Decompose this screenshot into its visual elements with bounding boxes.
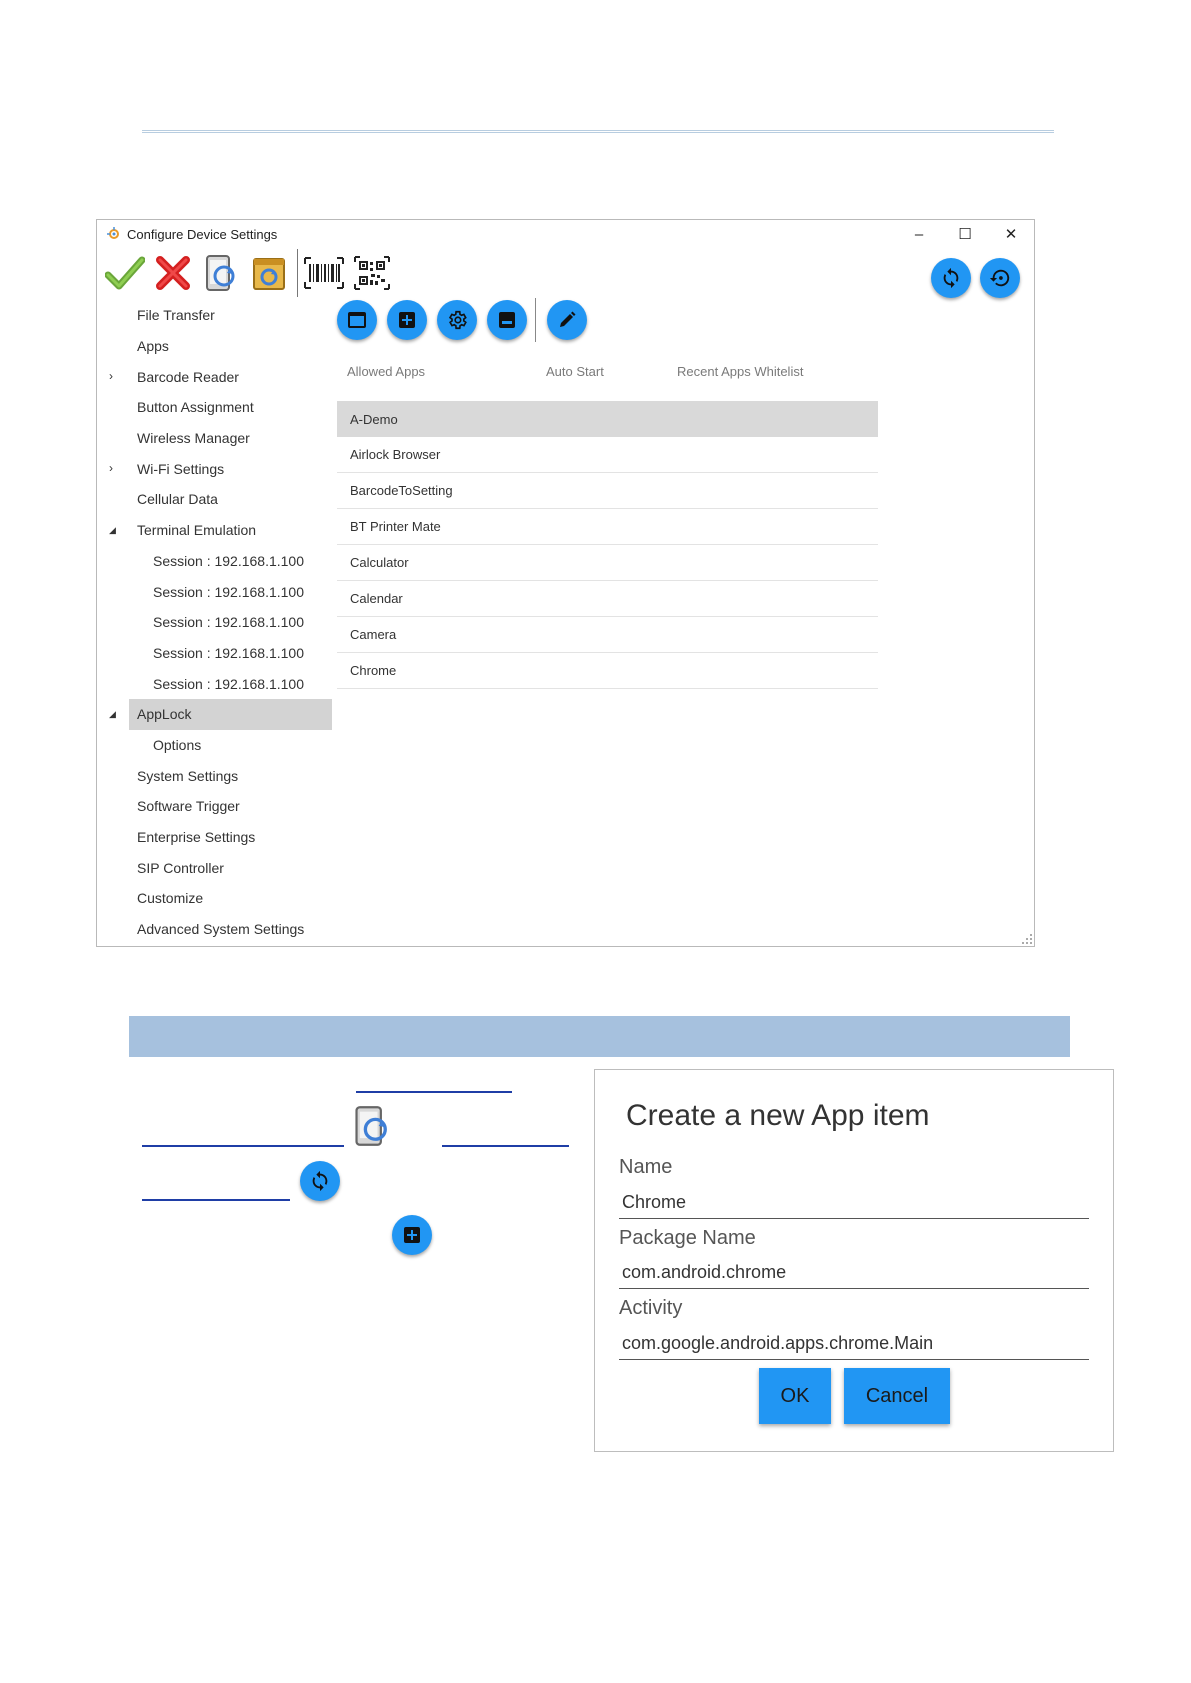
tree-item-label: Terminal Emulation [137,522,257,539]
tree-item-session[interactable] [97,638,333,669]
tree-item-label: System Settings [137,767,239,784]
barcode-icon[interactable] [304,253,344,293]
tree-item-sip-controller[interactable] [97,852,333,883]
action-separator [535,298,536,342]
activity-field[interactable]: com.google.android.apps.chrome.Main [619,1328,1089,1360]
window-minimized-icon [497,310,517,330]
tree-item-software-trigger[interactable] [97,791,333,822]
list-item[interactable]: A-Demo [337,401,878,437]
maximize-button[interactable]: ☐ [958,226,972,243]
collapse-arrow-icon[interactable]: ◢ [109,708,116,719]
box-sync-icon[interactable] [249,253,289,293]
gear-icon [446,309,468,331]
tree-item-terminal-emulation[interactable] [97,515,333,546]
tree-item-apps[interactable] [97,331,333,362]
header-rule [142,130,1054,133]
window-icon [347,310,367,330]
tree-item-session[interactable] [97,607,333,638]
tab-allowed-apps[interactable]: Allowed Apps [347,364,426,379]
settings-button[interactable] [437,300,477,340]
tree-item-label: Barcode Reader [137,368,239,385]
ok-button[interactable]: OK [759,1368,831,1424]
tree-item-label: Cellular Data [137,491,218,508]
list-item[interactable]: Camera [337,617,878,653]
toolbar-separator [297,249,298,297]
name-label: Name [619,1156,673,1178]
device-sync-icon[interactable] [201,253,241,293]
list-item[interactable]: Chrome [337,653,878,689]
underline-link [142,1145,344,1147]
restore-button[interactable] [980,258,1020,298]
section-banner [129,1016,1070,1057]
window-button[interactable] [337,300,377,340]
expand-arrow-icon[interactable]: › [109,369,113,384]
list-item[interactable]: Airlock Browser [337,437,878,473]
tree-item-file-transfer[interactable] [97,300,333,331]
list-item[interactable]: BarcodeToSetting [337,473,878,509]
tree-item-label: Session : 192.168.1.100 [153,552,305,569]
applock-tabs [347,364,847,384]
tree-item-options[interactable] [97,730,333,761]
tab-recent-apps-whitelist[interactable]: Recent Apps Whitelist [677,364,804,379]
collapse-arrow-icon[interactable]: ◢ [109,524,116,535]
tree-item-enterprise-settings[interactable] [97,822,333,853]
tree-item-label: Customize [137,890,204,907]
tree-item-customize[interactable] [97,883,333,914]
sync-icon [940,267,962,289]
tree-item-session[interactable] [97,576,333,607]
configure-device-settings-window [96,219,1035,947]
package-name-label: Package Name [619,1227,756,1249]
pencil-icon [557,310,577,330]
dialog-title: Create a new App item [626,1099,930,1132]
edit-button[interactable] [547,300,587,340]
device-sync-icon [352,1105,392,1152]
tree-item-advanced-system-settings[interactable] [97,914,333,945]
tree-item-button-assignment[interactable] [97,392,333,423]
check-icon[interactable] [105,253,145,293]
tree-item-label: Session : 192.168.1.100 [153,583,305,600]
underline-link [142,1199,290,1201]
tree-item-wireless-manager[interactable] [97,423,333,454]
create-app-dialog [594,1069,1114,1452]
name-field[interactable]: Chrome [619,1187,1089,1219]
tree-item-label: Wi-Fi Settings [137,460,225,477]
tree-item-label: Software Trigger [137,798,240,815]
underline-link [356,1091,512,1093]
settings-tree [97,300,333,944]
title-bar [97,220,1034,248]
add-app-button[interactable] [387,300,427,340]
tree-item-cellular-data[interactable] [97,484,333,515]
tree-item-label: Session : 192.168.1.100 [153,614,305,631]
tab-auto-start[interactable]: Auto Start [546,364,604,379]
tree-item-system-settings[interactable] [97,760,333,791]
window-title: Configure Device Settings [127,226,278,242]
allowed-apps-list [337,401,878,689]
close-button[interactable]: ✕ [1004,226,1018,243]
cancel-button[interactable]: Cancel [844,1368,950,1424]
tree-item-label: AppLock [137,706,192,723]
activity-label: Activity [619,1297,683,1319]
add-box-icon [397,310,417,330]
sync-button[interactable] [931,258,971,298]
add-box-icon [392,1215,432,1255]
tree-item-label: Enterprise Settings [137,829,256,846]
x-icon[interactable] [153,253,193,293]
tree-item-label: Advanced System Settings [137,921,305,938]
tree-item-label: Session : 192.168.1.100 [153,644,305,661]
tree-item-label: Button Assignment [137,399,254,416]
tree-item-session[interactable] [97,546,333,577]
list-item[interactable]: Calculator [337,545,878,581]
sync-icon [300,1161,340,1201]
tree-item-label: SIP Controller [137,859,224,876]
main-toolbar [105,253,400,293]
restore-icon [989,267,1011,289]
minimize-button[interactable]: – [914,225,924,243]
expand-arrow-icon[interactable]: › [109,461,113,476]
package-name-field[interactable]: com.android.chrome [619,1257,1089,1289]
qrcode-icon[interactable] [352,253,392,293]
resize-grip-icon[interactable] [1022,934,1032,944]
tree-item-barcode-reader[interactable] [97,361,333,392]
tree-item-label: Wireless Manager [137,430,250,447]
underline-link [442,1145,569,1147]
app-settings-icon [107,227,121,241]
list-item[interactable]: BT Printer Mate [337,509,878,545]
tree-item-label: Session : 192.168.1.100 [153,675,305,692]
list-item[interactable]: Calendar [337,581,878,617]
tree-item-label: Apps [137,338,169,355]
tree-item-label: Options [153,736,202,753]
minimize-app-button[interactable] [487,300,527,340]
tree-item-applock[interactable] [109,699,332,730]
tree-item-label: File Transfer [137,307,215,324]
tree-item-session[interactable] [97,668,333,699]
tree-item-wifi-settings[interactable] [97,453,333,484]
